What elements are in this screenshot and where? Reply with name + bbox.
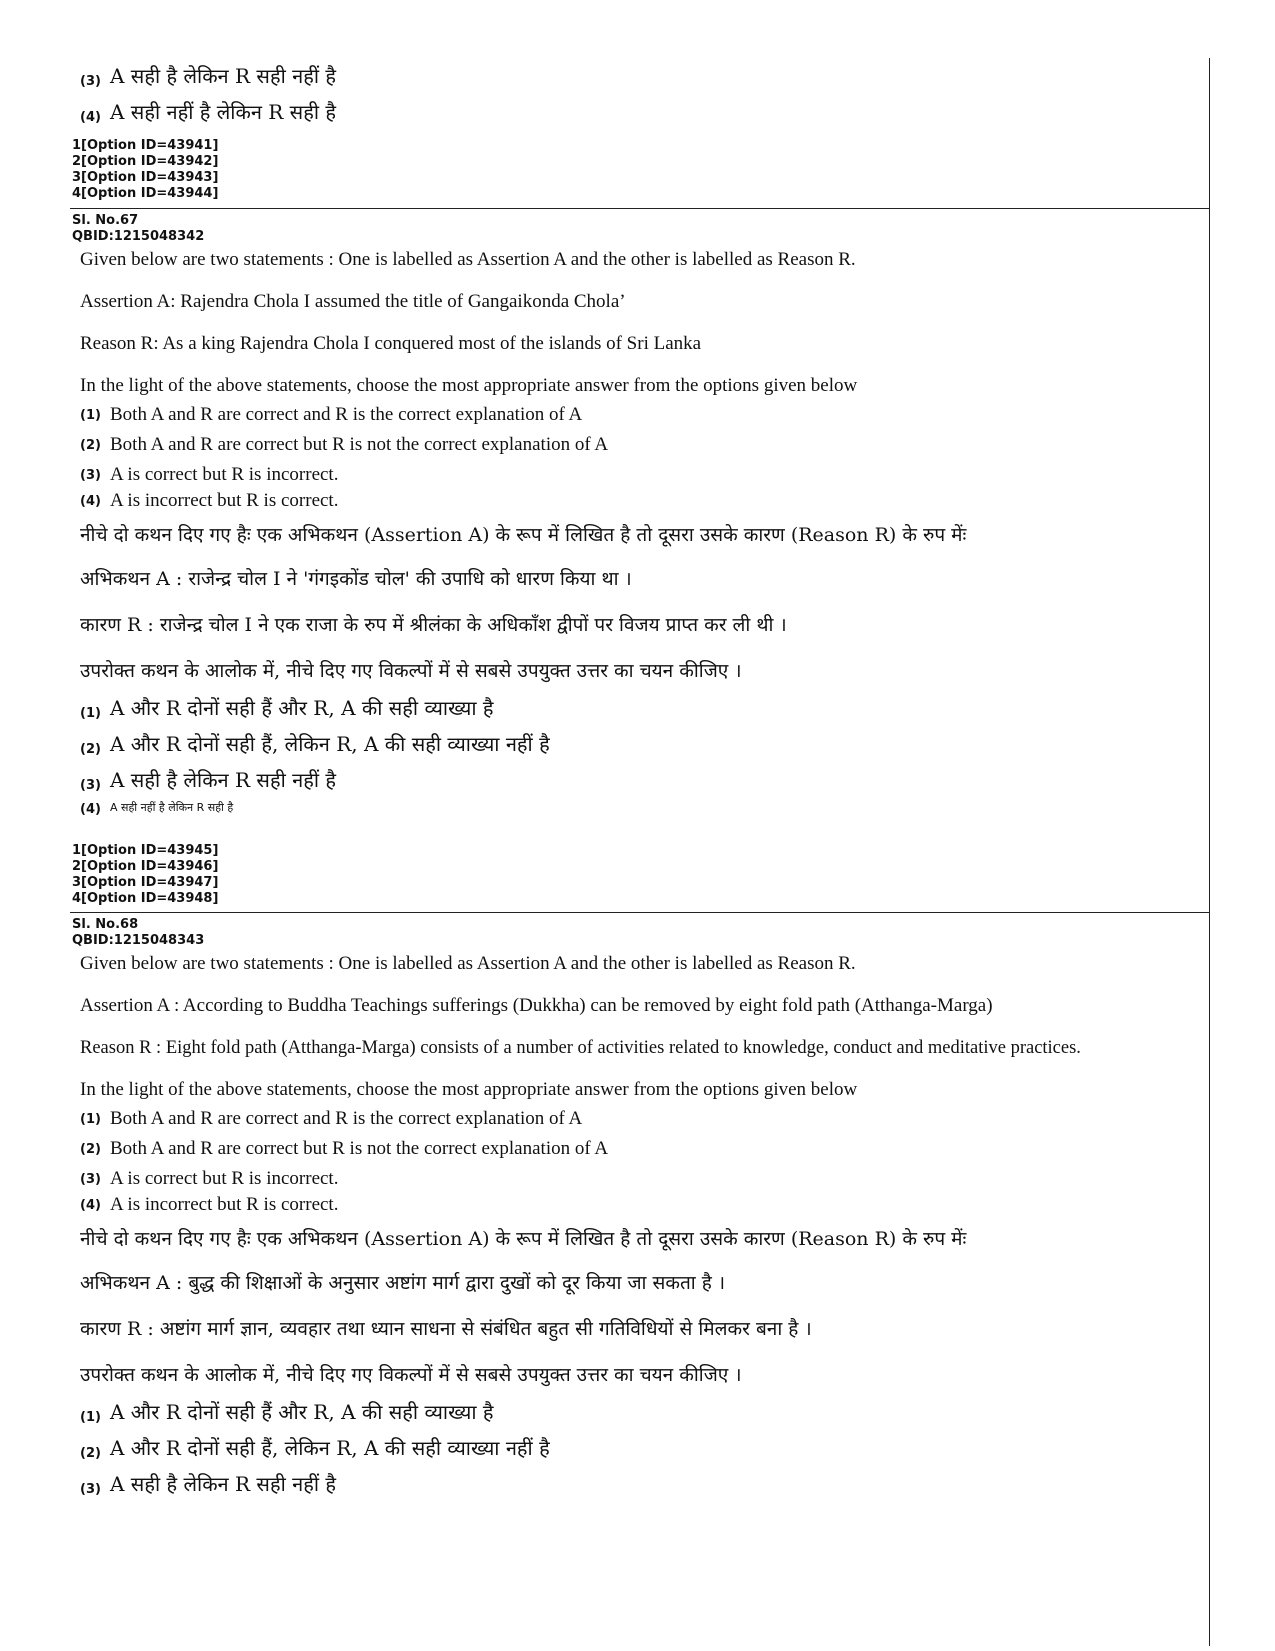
option-text: A और R दोनों सही हैं और R, A की सही व्याख्या है [110,696,494,720]
option-number: (4) [80,1198,101,1213]
option-id: 3[Option ID=43943] [72,170,219,185]
hi-intro: नीचे दो कथन दिए गए हैः एक अभिकथन (Assertion A) के रूप में लिखित है तो दूसरा उसके कारण (Reason R) के रुप मेंः [80,524,967,546]
hi-intro: नीचे दो कथन दिए गए हैः एक अभिकथन (Assertion A) के रूप में लिखित है तो दूसरा उसके कारण (Reason R) के रुप मेंः [80,1228,967,1250]
en-assertion: Assertion A : According to Buddha Teachings sufferings (Dukkha) can be removed by eight fold path (Atthanga-Marga) [80,995,993,1016]
option-text: A is correct but R is incorrect. [110,464,339,485]
option-number: (3) [80,1482,101,1497]
option-number: (1) [80,706,101,721]
question-68-english [70,952,1205,1218]
option-id: 3[Option ID=43947] [72,875,219,890]
question-67-header [70,213,1205,245]
option-number: (1) [80,1112,101,1127]
option-en-2 [70,432,1205,458]
page-frame [70,58,1210,1646]
option-text: A और R दोनों सही हैं और R, A की सही व्याख्या है [110,1400,494,1424]
option-hi-3 [70,1466,1205,1502]
option-hi-4 [70,798,1205,818]
hi-instruction: उपरोक्त कथन के आलोक में, नीचे दिए गए विकल्पों में से सबसे उपयुक्त उत्तर का चयन कीजिए । [80,1364,742,1386]
option-id: 1[Option ID=43945] [72,843,219,858]
question-68-hindi [70,1224,1205,1502]
option-id: 2[Option ID=43946] [72,859,219,874]
option-id-list [70,138,1205,202]
en-instruction: In the light of the above statements, choose the most appropriate answer from the options given below [80,1079,858,1100]
option-number: (2) [80,1446,101,1461]
option-text: A is incorrect but R is correct. [110,490,339,511]
option-hi-1 [70,1394,1205,1430]
option-number: (2) [80,438,101,453]
option-text: A सही है लेकिन R सही नहीं है [110,768,336,792]
option-number: (4) [80,494,101,509]
option-id: 4[Option ID=43948] [72,891,219,906]
option-text: A सही है लेकिन R सही नहीं है [110,1472,336,1496]
en-intro: Given below are two statements : One is labelled as Assertion A and the other is labelled as Reason R. [80,953,856,974]
option-number: (1) [80,1410,101,1425]
question-67-english [70,248,1205,514]
en-reason: Reason R: As a king Rajendra Chola I conquered most of the islands of Sri Lanka [80,333,702,354]
option-number: (3) [80,74,101,89]
question-divider [70,208,1210,209]
option-en-4 [70,488,1205,514]
option-text: A सही है लेकिन R सही नहीं है [110,64,336,88]
option-number: (2) [80,742,101,757]
en-instruction: In the light of the above statements, choose the most appropriate answer from the options given below [80,375,858,396]
option-text: A सही नहीं है लेकिन R सही है [110,100,336,124]
option-id: 4[Option ID=43944] [72,186,219,201]
option-hi-3 [70,58,1205,94]
option-number: (1) [80,408,101,423]
option-number: (2) [80,1142,101,1157]
qbid: QBID:1215048342 [72,229,205,244]
option-en-3 [70,1166,1205,1192]
question-67-hindi [70,520,1205,818]
en-intro: Given below are two statements : One is labelled as Assertion A and the other is labelled as Reason R. [80,249,856,270]
hi-reason: कारण R : अष्टांग मार्ग ज्ञान, व्यवहार तथा ध्यान साधना से संबंधित बहुत सी गतिविधियों से मिलकर बना है । [80,1318,812,1340]
en-reason: Reason R : Eight fold path (Atthanga-Marga) consists of a number of activities related to knowledge, conduct and meditative practices. [80,1038,1081,1058]
option-hi-1 [70,690,1205,726]
prev-question-tail [70,58,1205,130]
option-number: (4) [80,110,101,125]
option-en-2 [70,1136,1205,1162]
option-text: Both A and R are correct and R is the correct explanation of A [110,404,583,425]
hi-instruction: उपरोक्त कथन के आलोक में, नीचे दिए गए विकल्पों में से सबसे उपयुक्त उत्तर का चयन कीजिए । [80,660,742,682]
option-en-3 [70,462,1205,488]
option-number: (3) [80,468,101,483]
en-assertion: Assertion A: Rajendra Chola I assumed the title of Gangaikonda Chola’ [80,291,626,312]
serial-number: Sl. No.67 [72,213,139,228]
option-text: A सही नहीं है लेकिन R सही है [110,801,234,814]
option-text: Both A and R are correct but R is not the correct explanation of A [110,434,609,455]
option-hi-2 [70,726,1205,762]
option-number: (3) [80,778,101,793]
option-id-list [70,843,1205,907]
option-en-4 [70,1192,1205,1218]
option-en-1 [70,402,1205,428]
option-text: A और R दोनों सही हैं, लेकिन R, A की सही व्याख्या नहीं है [110,732,550,756]
option-hi-4 [70,94,1205,130]
hi-assertion: अभिकथन A : बुद्ध की शिक्षाओं के अनुसार अष्टांग मार्ग द्वारा दुखों को दूर किया जा सकता है । [80,1272,726,1294]
option-number: (4) [80,802,101,817]
option-hi-2 [70,1430,1205,1466]
option-text: A is incorrect but R is correct. [110,1194,339,1215]
option-text: A is correct but R is incorrect. [110,1168,339,1189]
serial-number: Sl. No.68 [72,917,139,932]
option-text: Both A and R are correct and R is the correct explanation of A [110,1108,583,1129]
question-divider [70,912,1210,913]
qbid: QBID:1215048343 [72,933,205,948]
option-hi-3 [70,762,1205,798]
question-68-header [70,917,1205,949]
option-id: 1[Option ID=43941] [72,138,219,153]
option-text: Both A and R are correct but R is not the correct explanation of A [110,1138,609,1159]
option-text: A और R दोनों सही हैं, लेकिन R, A की सही व्याख्या नहीं है [110,1436,550,1460]
option-number: (3) [80,1172,101,1187]
hi-assertion: अभिकथन A : राजेन्द्र चोल I ने 'गंगइकोंड चोल' की उपाधि को धारण किया था । [80,568,632,590]
option-en-1 [70,1106,1205,1132]
option-id: 2[Option ID=43942] [72,154,219,169]
hi-reason: कारण R : राजेन्द्र चोल I ने एक राजा के रुप में श्रीलंका के अधिकाँश द्वीपों पर विजय प्राप्त कर ली थी । [80,614,787,636]
